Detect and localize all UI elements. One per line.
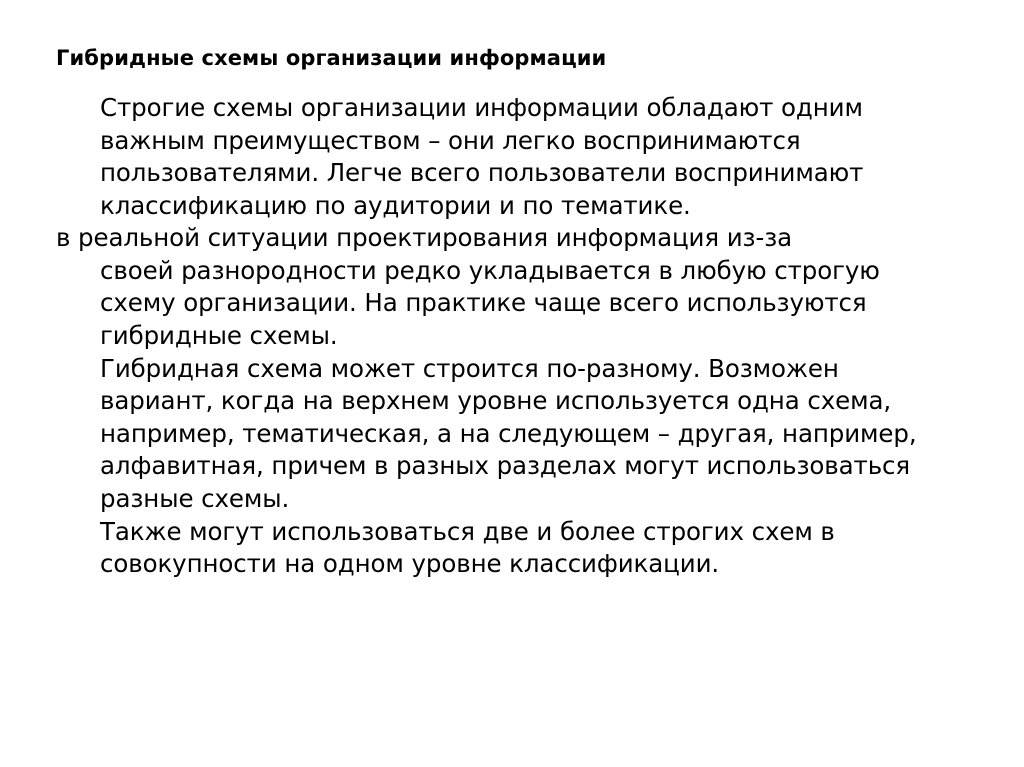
body-paragraph-2 bbox=[56, 222, 956, 352]
body-paragraph-2-continuation: своей разнородности редко укладывается в любую строгую схему организации. На практике чаще всего используются гибридные схемы. bbox=[100, 255, 880, 351]
body-paragraph-2-lead: в реальной ситуации проектирования информация из-за bbox=[56, 223, 793, 253]
slide-body bbox=[56, 92, 956, 581]
page-title: Гибридные схемы организации информации bbox=[56, 46, 607, 71]
body-paragraph-3: Гибридная схема может строится по-разному. Возможен вариант, когда на верхнем уровне используется одна схема, например, тематическая, а на следующем – другая, например, алфавитная, причем в разных разделах могут использоваться разные схемы. bbox=[100, 353, 917, 513]
body-paragraph-4: Также могут использоваться две и более строгих схем в совокупности на одном уровне классификации. bbox=[100, 516, 835, 579]
body-paragraph-1: Строгие схемы организации информации обладают одним важным преимуществом – они легко воспринимаются пользователями. Легче всего пользователи воспринимают классификацию по аудитории и по тематике. bbox=[100, 93, 864, 220]
